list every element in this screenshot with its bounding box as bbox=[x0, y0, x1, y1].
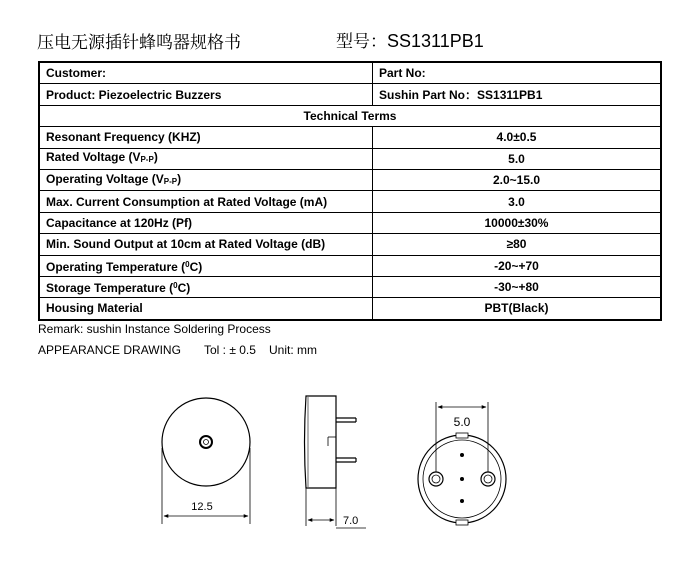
label-superscript: 0 bbox=[173, 281, 178, 291]
unit-label: Unit: mm bbox=[269, 343, 317, 357]
row-label: Min. Sound Output at 10cm at Rated Voltage (dB) bbox=[39, 234, 373, 255]
label-superscript: 0 bbox=[185, 259, 190, 269]
row-label bbox=[39, 276, 373, 297]
notch bbox=[456, 433, 468, 438]
table-row bbox=[39, 298, 661, 320]
row-label: Housing Material bbox=[39, 298, 373, 320]
table-row bbox=[39, 255, 661, 276]
row-label: Resonant Frequency (KHZ) bbox=[39, 127, 373, 148]
table-row bbox=[39, 276, 661, 297]
row-value: -30~+80 bbox=[373, 276, 662, 297]
product-cell: Product: Piezoelectric Buzzers bbox=[39, 84, 373, 105]
label-subscript: P-P bbox=[140, 155, 154, 165]
table-row bbox=[39, 84, 661, 105]
row-label: Capacitance at 120Hz (Pf) bbox=[39, 212, 373, 233]
appearance-header bbox=[38, 343, 317, 357]
document-title: 压电无源插针蜂鸣器规格书 bbox=[37, 33, 241, 53]
label-text: C) bbox=[189, 259, 203, 274]
row-value: ≥80 bbox=[373, 234, 662, 255]
table-row bbox=[39, 62, 661, 84]
row-value: 3.0 bbox=[373, 191, 662, 212]
pin-pad bbox=[481, 472, 495, 486]
pin-pad-inner bbox=[484, 475, 492, 483]
row-value: 10000±30% bbox=[373, 212, 662, 233]
pin-pad bbox=[429, 472, 443, 486]
housing-outline bbox=[162, 398, 250, 486]
customer-cell: Customer: bbox=[39, 62, 373, 84]
part-no-cell: Part No: bbox=[373, 62, 662, 84]
row-label bbox=[39, 148, 373, 169]
section-title: Technical Terms bbox=[39, 105, 661, 126]
remark-text: Remark: sushin Instance Soldering Process bbox=[38, 322, 271, 336]
model-value: SS1311PB1 bbox=[387, 31, 484, 51]
label-text: Operating Voltage (V bbox=[46, 171, 164, 186]
top-view bbox=[162, 398, 250, 524]
row-value: PBT(Black) bbox=[373, 298, 662, 320]
row-value: -20~+70 bbox=[373, 255, 662, 276]
marker-dot bbox=[460, 453, 464, 457]
pin-pad-inner bbox=[432, 475, 440, 483]
bottom-view bbox=[418, 402, 506, 525]
table-row bbox=[39, 212, 661, 233]
label-subscript: P-P bbox=[163, 176, 178, 186]
model-label: 型号： bbox=[336, 32, 387, 52]
appearance-label: APPEARANCE DRAWING bbox=[38, 343, 181, 357]
tolerance-label: Tol : ± 0.5 bbox=[204, 343, 256, 357]
row-label: Max. Current Consumption at Rated Voltage (mA) bbox=[39, 191, 373, 212]
row-label bbox=[39, 255, 373, 276]
label-text: Operating Temperature ( bbox=[46, 259, 186, 274]
sushin-part-value: SS1311PB1 bbox=[477, 87, 543, 102]
appearance-drawing bbox=[0, 360, 695, 588]
label-text: ) bbox=[177, 171, 182, 186]
notch bbox=[456, 520, 468, 525]
model-number bbox=[336, 27, 484, 52]
marker-dot bbox=[460, 499, 464, 503]
table-row bbox=[39, 234, 661, 255]
marker-dot bbox=[460, 477, 464, 481]
row-value: 2.0~15.0 bbox=[373, 169, 662, 190]
sound-hole bbox=[200, 436, 212, 448]
table-row bbox=[39, 169, 661, 190]
sound-hole-inner bbox=[204, 440, 209, 445]
side-view bbox=[305, 396, 367, 528]
diameter-label: 12.5 bbox=[191, 501, 213, 513]
label-text: Storage Temperature ( bbox=[46, 281, 174, 296]
label-text: C) bbox=[177, 281, 191, 296]
table-row bbox=[39, 191, 661, 212]
housing-side bbox=[305, 396, 337, 488]
pin-spacing-label: 5.0 bbox=[453, 415, 471, 429]
table-row bbox=[39, 127, 661, 148]
sushin-part-cell bbox=[373, 84, 662, 105]
table-row bbox=[39, 148, 661, 169]
height-label: 7.0 bbox=[343, 515, 359, 527]
spec-table bbox=[38, 61, 662, 321]
label-text: Rated Voltage (V bbox=[46, 150, 141, 165]
row-label bbox=[39, 169, 373, 190]
sushin-part-label: Sushin Part No： bbox=[379, 87, 478, 102]
table-row bbox=[39, 105, 661, 126]
row-value: 4.0±0.5 bbox=[373, 127, 662, 148]
row-value: 5.0 bbox=[373, 148, 662, 169]
label-text: ) bbox=[153, 150, 158, 165]
